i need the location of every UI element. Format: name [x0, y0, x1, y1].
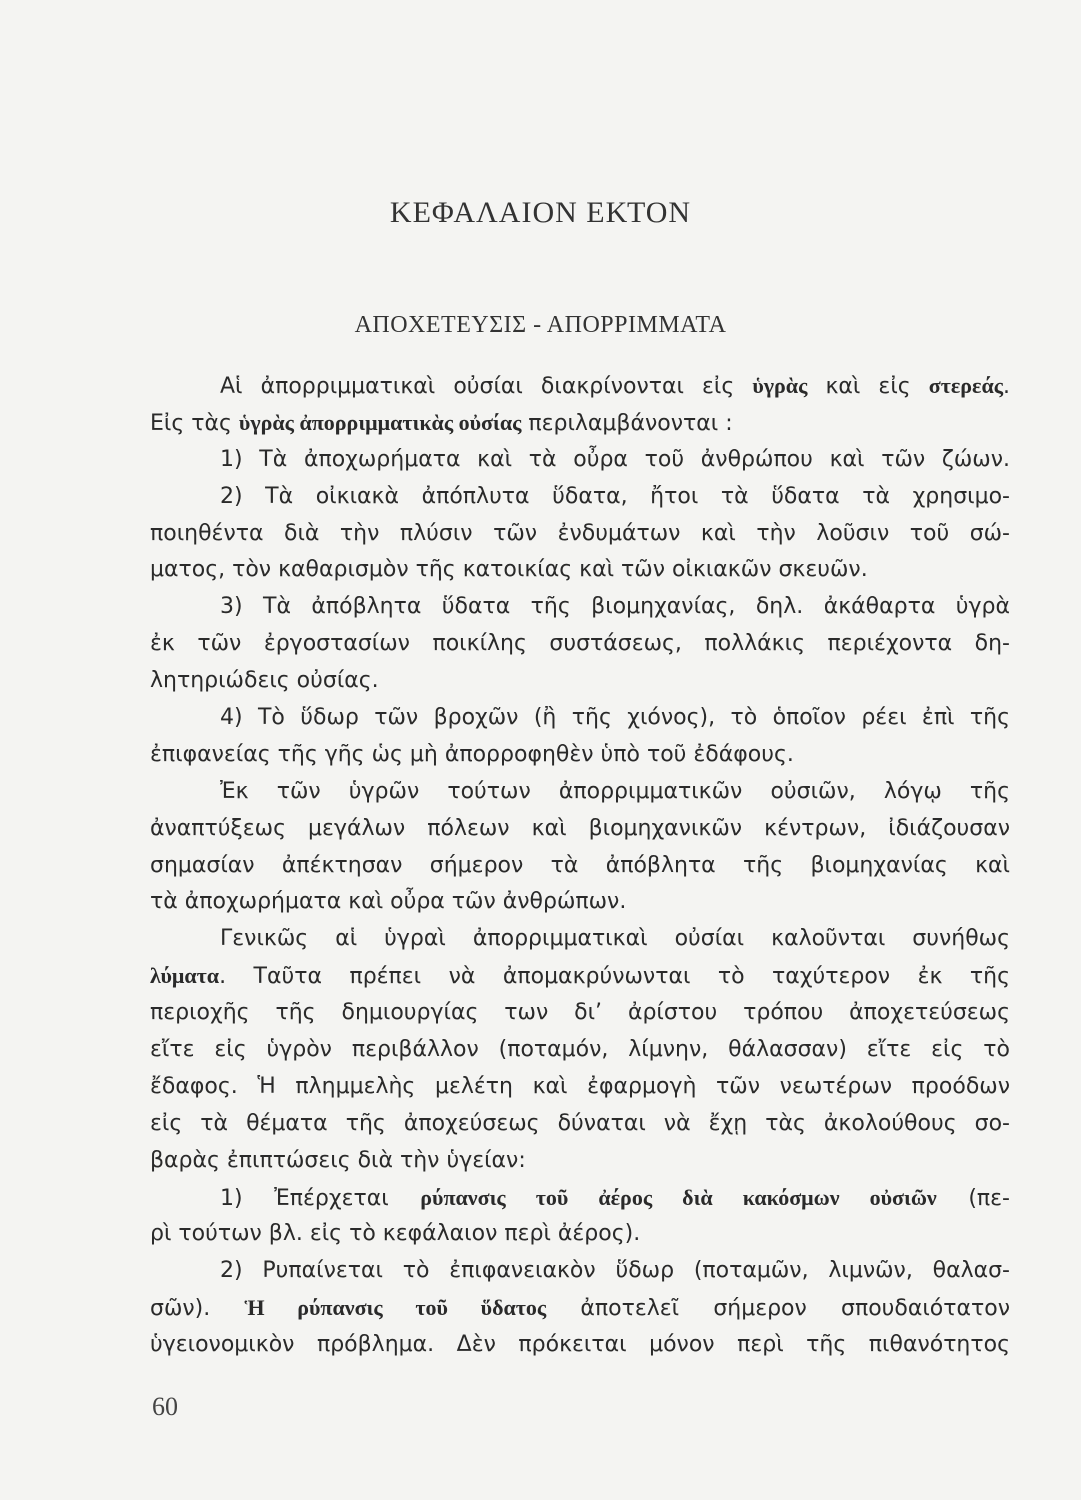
text-segment: Γενικῶς αἱ ὑγραὶ ἀπορριμματικαὶ οὐσίαι καλοῦνται συνήθως	[220, 926, 1010, 952]
text-segment: ἔδαφος. Ἡ πλημμελὴς μελέτη καὶ ἐφαρμογὴ τῶν νεωτέρων προόδων	[150, 1073, 1010, 1099]
text-segment: ποιηθέντα διὰ τὴν πλύσιν τῶν ἐνδυμάτων καὶ τὴν λοῦσιν τοῦ σώ-	[150, 520, 1010, 546]
text-line	[150, 1290, 1010, 1327]
text-segment: .	[1003, 374, 1010, 399]
text-segment: ἀναπτύξεως μεγάλων πόλεων καὶ βιομηχανικῶν κέντρων, ἰδιάζουσαν	[150, 815, 1010, 841]
text-segment: . Ταῦτα πρέπει νὰ ἀπομακρύνωνται τὸ ταχύτερον ἐκ τῆς	[219, 964, 1010, 990]
text-line	[150, 442, 1010, 479]
section-title: ΑΠΟΧΕΤΕΥΣΙΣ - ΑΠΟΡΡΙΜΜΑΤΑ	[354, 312, 727, 338]
text-segment: 2) Τὰ οἰκιακὰ ἀπόπλυτα ὕδατα, ἤτοι τὰ ὕδατα τὰ χρησιμο-	[220, 483, 1010, 509]
text-segment: 1) Τὰ ἀποχωρήματα καὶ τὰ οὖρα τοῦ ἀνθρώπου καὶ τῶν ζώων.	[220, 446, 1010, 472]
text-segment: ὑγειονομικὸν πρόβλημα. Δὲν πρόκειται μόνον περὶ τῆς πιθανότητος	[150, 1332, 1010, 1358]
text-segment: ρὶ τούτων βλ. εἰς τὸ κεφάλαιον περὶ ἀέρος).	[150, 1221, 641, 1247]
text-segment: ἐπιφανείας τῆς γῆς ὡς μὴ ἀπορροφηθὲν ὑπὸ τοῦ ἐδάφους.	[150, 741, 794, 767]
text-segment: Εἰς τὰς	[150, 410, 239, 436]
text-line	[150, 1143, 1010, 1180]
text-line	[150, 958, 1010, 995]
text-segment: 2) Ρυπαίνεται τὸ ἐπιφανειακὸν ὕδωρ (ποταμῶν, λιμνῶν, θαλασ-	[220, 1258, 1010, 1284]
text-line	[150, 774, 1010, 811]
text-line	[150, 1327, 1010, 1364]
text-segment: σῶν).	[150, 1296, 245, 1322]
text-line	[150, 405, 1010, 442]
text-segment: καὶ εἰς	[807, 374, 929, 399]
text-segment: περιοχῆς τῆς δημιουργίας των δι’ ἀρίστου τρόπου ἀποχετεύσεως	[150, 1000, 1010, 1026]
text-segment: ἐκ τῶν ἐργοστασίων ποικίλης συστάσεως, πολλάκις περιέχοντα δη-	[150, 631, 1010, 657]
text-segment: Ἐκ τῶν ὑγρῶν τούτων ἀπορριμματικῶν οὐσιῶν, λόγῳ τῆς	[220, 778, 1010, 804]
text-segment: 4) Τὸ ὕδωρ τῶν βροχῶν (ἢ τῆς χιόνος), τὸ ὁποῖον ρέει ἐπὶ τῆς	[220, 705, 1010, 731]
emphasis-text: λύματα	[150, 963, 220, 989]
text-segment: σημασίαν ἀπέκτησαν σήμερον τὰ ἀπόβλητα τῆς βιομηχανίας καὶ	[150, 852, 1010, 878]
emphasis-text: Ἡ ρύπανσις τοῦ ὕδατος	[244, 1295, 547, 1321]
text-segment: τὰ ἀποχωρήματα καὶ οὖρα τῶν ἀνθρώπων.	[150, 889, 627, 915]
text-line	[150, 811, 1010, 848]
text-line	[150, 884, 1010, 921]
text-line	[150, 848, 1010, 885]
page-number: 60	[152, 1392, 178, 1421]
text-line	[150, 1253, 1010, 1290]
text-line	[150, 626, 1010, 663]
text-segment: περιλαμβάνονται :	[521, 410, 733, 436]
text-segment: εἴτε εἰς ὑγρὸν περιβάλλον (ποταμόν, λίμνην, θάλασσαν) εἴτε εἰς τὸ	[150, 1037, 1010, 1063]
text-segment: 1) Ἐπέρχεται	[220, 1185, 421, 1211]
text-line	[150, 663, 1010, 700]
text-line	[150, 1106, 1010, 1143]
text-segment: λητηριώδεις οὐσίας.	[150, 668, 379, 694]
body-text	[150, 368, 1010, 1364]
text-line	[150, 589, 1010, 626]
text-line	[150, 737, 1010, 774]
text-line	[150, 995, 1010, 1032]
text-line	[150, 516, 1010, 553]
text-line	[150, 1216, 1010, 1253]
emphasis-text: ὑγρὰς ἀπορριμματικὰς οὐσίας	[238, 409, 522, 435]
text-line	[150, 552, 1010, 589]
text-line	[150, 368, 1010, 405]
text-segment: ματος, τὸν καθαρισμὸν τῆς κατοικίας καὶ τῶν οἰκιακῶν σκευῶν.	[150, 557, 868, 583]
chapter-title: ΚΕΦΑΛΑΙΟΝ ΕΚΤΟΝ	[389, 196, 692, 229]
text-line	[150, 1069, 1010, 1106]
text-line	[150, 700, 1010, 737]
text-line	[150, 1032, 1010, 1069]
text-segment: Αἱ ἀπορριμματικαὶ οὐσίαι διακρίνονται εἰς	[220, 374, 753, 399]
text-segment: βαρὰς ἐπιπτώσεις διὰ τὴν ὑγείαν:	[150, 1147, 526, 1173]
emphasis-text: στερεάς	[928, 373, 1004, 398]
text-segment: (πε-	[936, 1185, 1010, 1211]
text-segment: ἀποτελεῖ σήμερον σπουδαιότατον	[546, 1296, 1010, 1322]
text-line	[150, 479, 1010, 516]
text-segment: εἰς τὰ θέματα τῆς ἀποχεύσεως δύναται νὰ ἔχῃ τὰς ἀκολούθους σο-	[150, 1110, 1010, 1136]
text-line	[150, 921, 1010, 958]
text-line	[150, 1180, 1010, 1217]
emphasis-text: ὑγρὰς	[752, 373, 808, 398]
text-segment: 3) Τὰ ἀπόβλητα ὕδατα τῆς βιομηχανίας, δηλ. ἀκάθαρτα ὑγρὰ	[220, 594, 1010, 620]
emphasis-text: ρύπανσις τοῦ ἀέρος διὰ κακόσμων οὐσιῶν	[420, 1184, 937, 1210]
